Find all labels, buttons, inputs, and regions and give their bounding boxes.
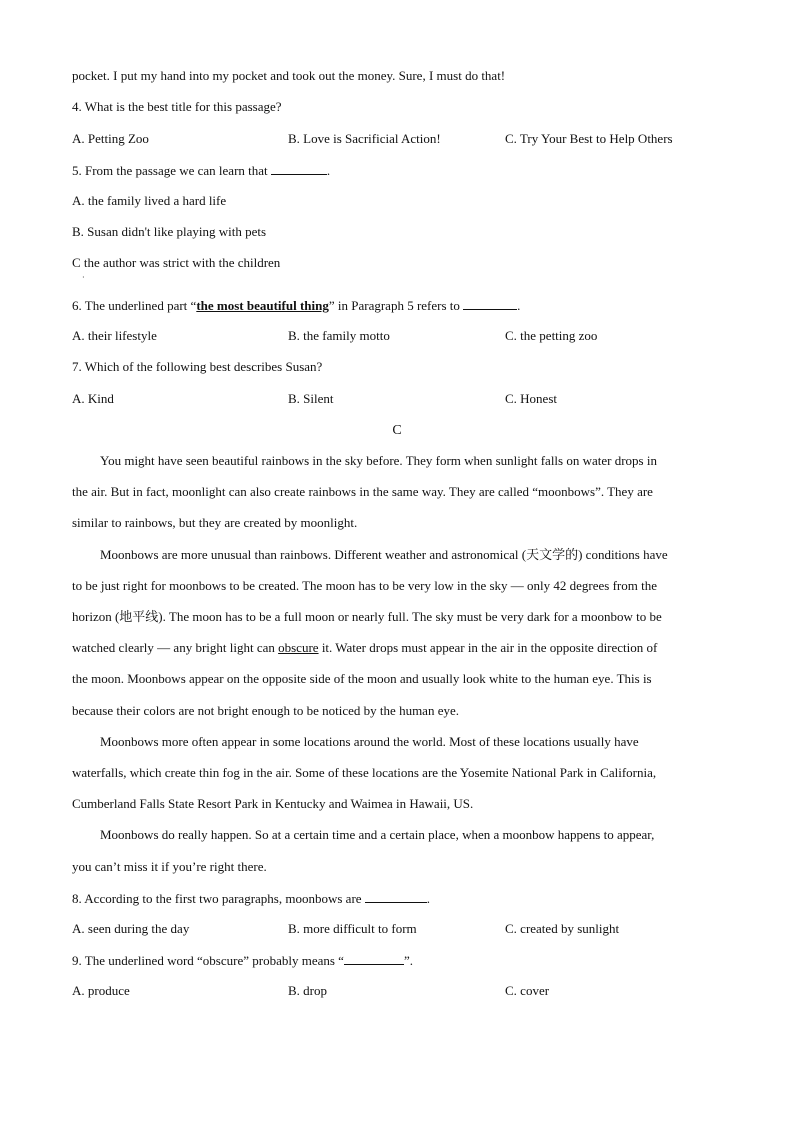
answer-blank [344,952,404,965]
q5-end: . [326,163,331,178]
q7-option-a: A. Kind [72,391,114,406]
paragraph-line: waterfalls, which create thin fog in the air. Some of these locations are the Yosemite National Park in California, [72,765,657,780]
q8-option-c: C. created by sunlight [505,921,620,936]
question-9 [72,952,413,969]
answer-blank [365,890,427,903]
q8-end: . [426,891,431,906]
q6-option-b: B. the family motto [288,328,390,343]
q8-text: 8. According to the first two paragraphs, moonbows are [72,891,362,906]
q6-option-a: A. their lifestyle [72,328,157,343]
question-8 [72,890,430,907]
q4-option-b: B. Love is Sacrificial Action! [288,131,441,146]
paragraph-line: to be just right for moonbows to be created. The moon has to be very low in the sky — only 42 degrees from the [72,578,657,593]
q9-option-c: C. cover [505,983,550,998]
paragraph-line: horizon (地平线). The moon has to be a full moon or nearly full. The sky must be very dark for a moonbow to be [72,609,662,624]
paragraph-line: Moonbows more often appear in some locations around the world. Most of these locations usually have [100,734,639,749]
question-4: 4. What is the best title for this passage? [72,99,282,114]
paragraph-line: because their colors are not bright enough to be noticed by the human eye. [72,703,459,718]
answer-blank [271,162,327,175]
q7-option-b: B. Silent [288,391,334,406]
question-7: 7. Which of the following best describes Susan? [72,359,323,374]
paragraph-line: the moon. Moonbows appear on the opposite side of the moon and usually look white to the human eye. This is [72,671,652,686]
q5-option-c: C the author was strict with the children [72,255,281,270]
q6-text-post: ” in Paragraph 5 refers to [328,298,460,313]
stray-dot: · [82,273,85,282]
section-heading: C [392,423,402,438]
q9-option-a: A. produce [72,983,130,998]
q9-option-b: B. drop [288,983,327,998]
paragraph-line [72,640,657,656]
q8-option-a: A. seen during the day [72,921,190,936]
q8-option-b: B. more difficult to form [288,921,417,936]
q9-end: ”. [403,953,413,968]
q5-text: 5. From the passage we can learn that [72,163,268,178]
question-5 [72,162,330,179]
p2d-pre: watched clearly — any bright light can [72,640,275,655]
q9-text: 9. The underlined word “obscure” probably means “ [72,953,344,968]
paragraph-line: Cumberland Falls State Resort Park in Kentucky and Waimea in Hawaii, US. [72,796,474,811]
question-6 [72,297,520,314]
q6-underlined-phrase: the most beautiful thing [196,298,329,313]
q6-text-pre: 6. The underlined part “ [72,298,197,313]
q6-option-c: C. the petting zoo [505,328,598,343]
q6-end: . [517,298,521,313]
q5-option-a: A. the family lived a hard life [72,193,227,208]
paragraph-line: similar to rainbows, but they are created by moonlight. [72,515,358,530]
paragraph-line: the air. But in fact, moonlight can also create rainbows in the same way. They are called “moonbows”. They are [72,484,653,499]
q4-option-c: C. Try Your Best to Help Others [505,131,673,146]
answer-blank [463,297,517,310]
paragraph-line: Moonbows are more unusual than rainbows. Different weather and astronomical (天文学的) conditions have [100,547,668,562]
paragraph-line: you can’t miss it if you’re right there. [72,859,267,874]
q4-option-a: A. Petting Zoo [72,131,149,146]
passage-line: pocket. I put my hand into my pocket and took out the money. Sure, I must do that! [72,68,506,83]
underlined-word-obscure: obscure [278,640,319,655]
p2d-post: it. Water drops must appear in the air in the opposite direction of [321,640,658,655]
q5-option-b: B. Susan didn't like playing with pets [72,224,267,239]
paragraph-line: Moonbows do really happen. So at a certain time and a certain place, when a moonbow happens to appear, [100,827,655,842]
q7-option-c: C. Honest [505,391,557,406]
paragraph-line: You might have seen beautiful rainbows in the sky before. They form when sunlight falls on water drops in [100,453,657,468]
